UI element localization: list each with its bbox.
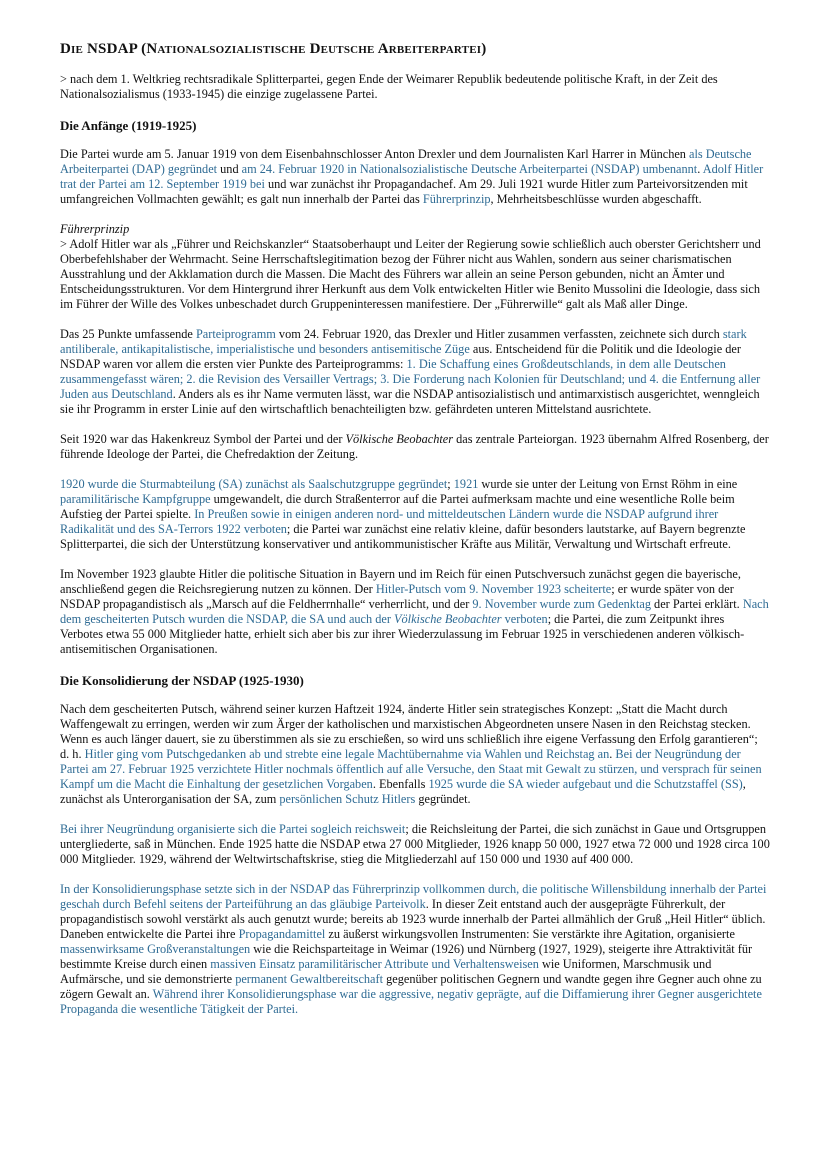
highlight-text: Völkische Beobachter xyxy=(394,612,502,626)
intro-paragraph: > nach dem 1. Weltkrieg rechtsradikale Splitterpartei, gegen Ende der Weimarer Republik bedeutende politische Kraft, in der Zeit des Nationalsozialismus (1933-1945) die einzige zugelassene Partei. xyxy=(60,72,718,101)
highlight-text: 9. November wurde zum Gedenktag xyxy=(472,597,651,611)
highlight-text: Propagandamittel xyxy=(238,927,326,941)
highlight-text: 1921 xyxy=(453,477,479,491)
highlight-text: 1920 wurde die Sturmabteilung (SA) zunächst als Saalschutzgruppe gegründet xyxy=(60,477,448,491)
paragraph-founding: Die Partei wurde am 5. Januar 1919 von dem Eisenbahnschlosser Anton Drexler und dem Journalisten Karl Harrer in München als Deutsche Arbeiterpartei (DAP) gegründet und am 24. Februar 1920 in Nationalsozialistische Deutsche Arbeiterpartei (NSDAP) umbenannt. Adolf Hitler trat der Partei am 12. September 1919 bei und war zunächst ihr Propagandachef. Am 29. Juli 1921 wurde Hitler zum Parteivorsitzenden mit umfangreichen Vollmachten gewählt; es galt nun innerhalb der Partei das Führerprinzip, Mehrheitsbeschlüsse wurden abgeschafft. xyxy=(60,147,764,206)
section-heading-anfaenge: Die Anfänge (1919-1925) xyxy=(60,118,197,133)
paragraph-strategy: Nach dem gescheiterten Putsch, während seiner kurzen Haftzeit 1924, änderte Hitler sein strategisches Konzept: „Statt die Macht durch Waffengewalt zu erringen, werden wir zum Ärger der katholischen und marxistischen Abgeordneten unsere Nasen in den Reichstag stecken. Wenn es auch länger dauert, sie zu überstimmen als sie zu erschießen, so wird uns schließlich ihre eigene Verfassung den Erfolg garantieren“; d. h. Hitler ging vom Putschgedanken ab und strebte eine legale Machtübernahme via Wahlen und Reichstag an. Bei der Neugründung der Partei am 27. Februar 1925 verzichtete Hitler nochmals öffentlich auf alle Versuche, den Staat mit Gewalt zu stürzen, und versprach für seinen Kampf um die Macht die Einhaltung der gesetzlichen Vorgaben. Ebenfalls 1925 wurde die SA wieder aufgebaut und die Schutzstaffel (SS), zunächst als Unterorganisation der SA, zum persönlichen Schutz Hitlers gegründet. xyxy=(60,702,762,806)
highlight-text: In Preußen sowie in einigen anderen nord- und mitteldeutschen Ländern wurde die NSDAP aufgrund ihrer Radikalität und des SA-Terrors 1922 verboten xyxy=(60,507,719,536)
highlight-text: Bei der Neugründung der Partei am 27. Februar 1925 verzichtete Hitler nochmals öffentlich auf alle Versuche, den Staat mit Gewalt zu stürzen, und versprach für seinen Kampf um die Macht die Einhaltung der gesetzlichen Vorgaben xyxy=(60,747,762,791)
highlight-text: Adolf Hitler trat der Partei am 12. September 1919 bei xyxy=(60,162,764,191)
paragraph-fuehrerprinzip: > Adolf Hitler war als „Führer und Reichskanzler“ Staatsoberhaupt und Leiter der Regierung sowie schließlich auch oberster Gerichtsherr und Oberbefehlshaber der Wehrmacht. Seine Herrschaftslegitimation bezog der Führer nicht aus Wahlen, sondern aus seiner charismatischen Ausstrahlung und der Akklamation durch die Massen. Die Macht des Führers war allein an seine Person gebunden, nicht an Ämter und Entscheidungsstrukturen. Vor dem Hintergrund ihrer Herkunft aus dem Volk entwickelten Hitler wie Benito Mussolini die Ideologie, dass sich im Führer der Wille des Volkes unbeschadet durch Gruppeninteressen manifestiere. Der „Führerwille“ galt als Maß aller Dinge. xyxy=(60,237,761,311)
paragraph-program: Das 25 Punkte umfassende Parteiprogramm vom 24. Februar 1920, das Drexler und Hitler zusammen verfassten, zeichnete sich durch stark antiliberale, antikapitalistische, imperialistische und besonders antisemitische Züge aus. Entscheidend für die Politik und die Ideologie der NSDAP waren vor allem die ersten vier Punkte des Parteiprogramms: 1. Die Schaffung eines Großdeutschlands, in dem alle Deutschen zusammengefasst wären; 2. die Revision des Versailler Vertrags; 3. Die Forderung nach Kolonien für Deutschland; und 4. die Entfernung aller Juden aus Deutschland. Anders als es ihr Name vermuten lässt, war die NSDAP antisozialistisch und antimarxistisch ausgerichtet, wenngleich sie ihr Programm in erster Linie auf den wirtschaftlich benachteiligten bzw. gefährdeten unteren Mittelstand ausrichtete. xyxy=(60,327,761,416)
highlight-text: In der Konsolidierungsphase setzte sich in der NSDAP das Führerprinzip vollkommen durch, die politische Willensbildung innerhalb der Partei geschah durch Befehl seitens der Parteiführung an das gläubige Parteivolk xyxy=(60,882,767,911)
highlight-text: permanent Gewaltbereitschaft xyxy=(235,972,384,986)
highlight-text: Hitler-Putsch vom 9. November 1923 scheiterte xyxy=(375,582,612,596)
paragraph-symbol: Seit 1920 war das Hakenkreuz Symbol der Partei und der Völkische Beobachter das zentrale Parteiorgan. 1923 übernahm Alfred Rosenberg, der führende Ideologe der Partei, die Chefredaktion der Zeitung. xyxy=(60,432,769,461)
highlight-text: verboten xyxy=(501,612,548,626)
highlight-text: als Deutsche Arbeiterpartei (DAP) gegründet xyxy=(60,147,752,176)
highlight-text: 1. Die Schaffung eines Großdeutschlands, in dem alle Deutschen zusammengefasst wären; 2. die Revision des Versailler Vertrags; 3. Die Forderung nach Kolonien für Deutschland; und 4. die Entfernung aller Juden aus Deutschland xyxy=(60,357,761,401)
paragraph-putsch: Im November 1923 glaubte Hitler die politische Situation in Bayern und im Reich für einen Putschversuch zunächst gegen die bayerische, anschließend gegen die Reichsregierung nutzen zu können. Der Hitler-Putsch vom 9. November 1923 scheiterte; er wurde später von der NSDAP propagandistisch als „Marsch auf die Feldherrnhalle“ verherrlicht, und der 9. November wurde zum Gedenktag der Partei erklärt. Nach dem gescheiterten Putsch wurden die NSDAP, die SA und auch der Völkische Beobachter verboten; die Partei, die zum Zeitpunkt ihres Verbotes etwa 55 000 Mitglieder hatte, erhielt sich aber bis zur ihrer Wiederzulassung im Februar 1925 in verschiedenen anderen völkisch-antisemitischen Organisationen. xyxy=(60,567,769,656)
highlight-text: Führerprinzip xyxy=(422,192,491,206)
paragraph-membership: Bei ihrer Neugründung organisierte sich die Partei sogleich reichsweit; die Reichsleitung der Partei, die sich zunächst in Gaue und Ortsgruppen untergliederte, saß in München. Ende 1925 hatte die NSDAP etwa 27 000 Mitglieder, 1926 knapp 50 000, 1927 etwa 72 000 und 1928 circa 100 000 Mitglieder. 1929, während der Weltwirtschaftskrise, stieg die Mitgliederzahl auf 150 000 und 1930 auf 400 000. xyxy=(60,822,770,866)
highlight-text: persönlichen Schutz Hitlers xyxy=(279,792,416,806)
paragraph-propaganda: In der Konsolidierungsphase setzte sich in der NSDAP das Führerprinzip vollkommen durch, die politische Willensbildung innerhalb der Partei geschah durch Befehl seitens der Parteiführung an das gläubige Parteivolk. In dieser Zeit entstand auch der ausgeprägte Führerkult, der propagandistisch sowohl verstärkt als auch genutzt wurde; bereits ab 1923 wurde innerhalb der Partei allmählich der Gruß „Heil Hitler“ üblich. Daneben entwickelte die Partei ihre Propagandamittel zu äußerst wirkungsvollen Instrumenten: Sie verstärkte ihre Agitation, organisierte massenwirksame Großveranstaltungen wie die Reichsparteitage in Weimar (1926) und Nürnberg (1927, 1929), steigerte ihre Attraktivität für bestimmte Kreise durch einen massiven Einsatz paramilitärischer Attribute und Verhaltensweisen wie Uniformen, Marschmusik und Aufmärsche, und sie demonstrierte permanent Gewaltbereitschaft gegenüber politischen Gegnern und wandte gegen ihre Gegner auch ohne zu zögern Gewalt an. Während ihrer Konsolidierungsphase war die aggressive, negativ geprägte, auf die Diffamierung ihrer Gegner ausgerichtete Propaganda die wesentliche Tätigkeit der Partei. xyxy=(60,882,767,1016)
highlight-text: Nach dem gescheiterten Putsch wurden die NSDAP, die SA und auch der xyxy=(60,597,769,626)
document-title: Die NSDAP (Nationalsozialistische Deutsche Arbeiterpartei) xyxy=(60,41,487,57)
highlight-text: massiven Einsatz paramilitärischer Attribute und Verhaltensweisen xyxy=(210,957,539,971)
highlight-text: stark antiliberale, antikapitalistische, imperialistische und besonders antisemitische Züge xyxy=(60,327,747,356)
paragraph-sa: 1920 wurde die Sturmabteilung (SA) zunächst als Saalschutzgruppe gegründet; 1921 wurde sie unter der Leitung von Ernst Röhm in eine paramilitärische Kampfgruppe umgewandelt, die durch Straßenterror auf die Partei aufmerksam machte und eine wesentliche Rolle beim Aufstieg der Partei spielte. In Preußen sowie in einigen anderen nord- und mitteldeutschen Ländern wurde die NSDAP aufgrund ihrer Radikalität und des SA-Terrors 1922 verboten; die Partei war zunächst eine relativ kleine, dafür besonders lautstarke, auf Bayern begrenzte Splitterpartei, die sich der Unterstützung konservativer und antikommunistischer Kräfte aus Militär, Verwaltung und Wirtschaft erfreute. xyxy=(60,477,746,551)
highlight-text: 1925 wurde die SA wieder aufgebaut und die Schutzstaffel (SS) xyxy=(428,777,743,791)
highlight-text: massenwirksame Großveranstaltungen xyxy=(60,942,251,956)
fuehrerprinzip-label: Führerprinzip xyxy=(60,222,130,236)
highlight-text: Hitler ging vom Putschgedanken ab und strebte eine legale Machtübernahme via Wahlen und Reichstag an xyxy=(84,747,610,761)
highlight-text: Bei ihrer Neugründung organisierte sich die Partei sogleich reichsweit xyxy=(60,822,406,836)
highlight-text: Parteiprogramm xyxy=(195,327,276,341)
highlight-text: am 24. Februar 1920 in Nationalsozialistische Deutsche Arbeiterpartei (NSDAP) umbenannt xyxy=(241,162,698,176)
section-heading-konsolidierung: Die Konsolidierung der NSDAP (1925-1930) xyxy=(60,673,304,688)
highlight-text: paramilitärische Kampfgruppe xyxy=(60,492,211,506)
highlight-text: Während ihrer Konsolidierungsphase war die aggressive, negativ geprägte, auf die Diffamierung ihrer Gegner ausgerichtete Propaganda die wesentliche Tätigkeit der Partei. xyxy=(60,987,762,1016)
